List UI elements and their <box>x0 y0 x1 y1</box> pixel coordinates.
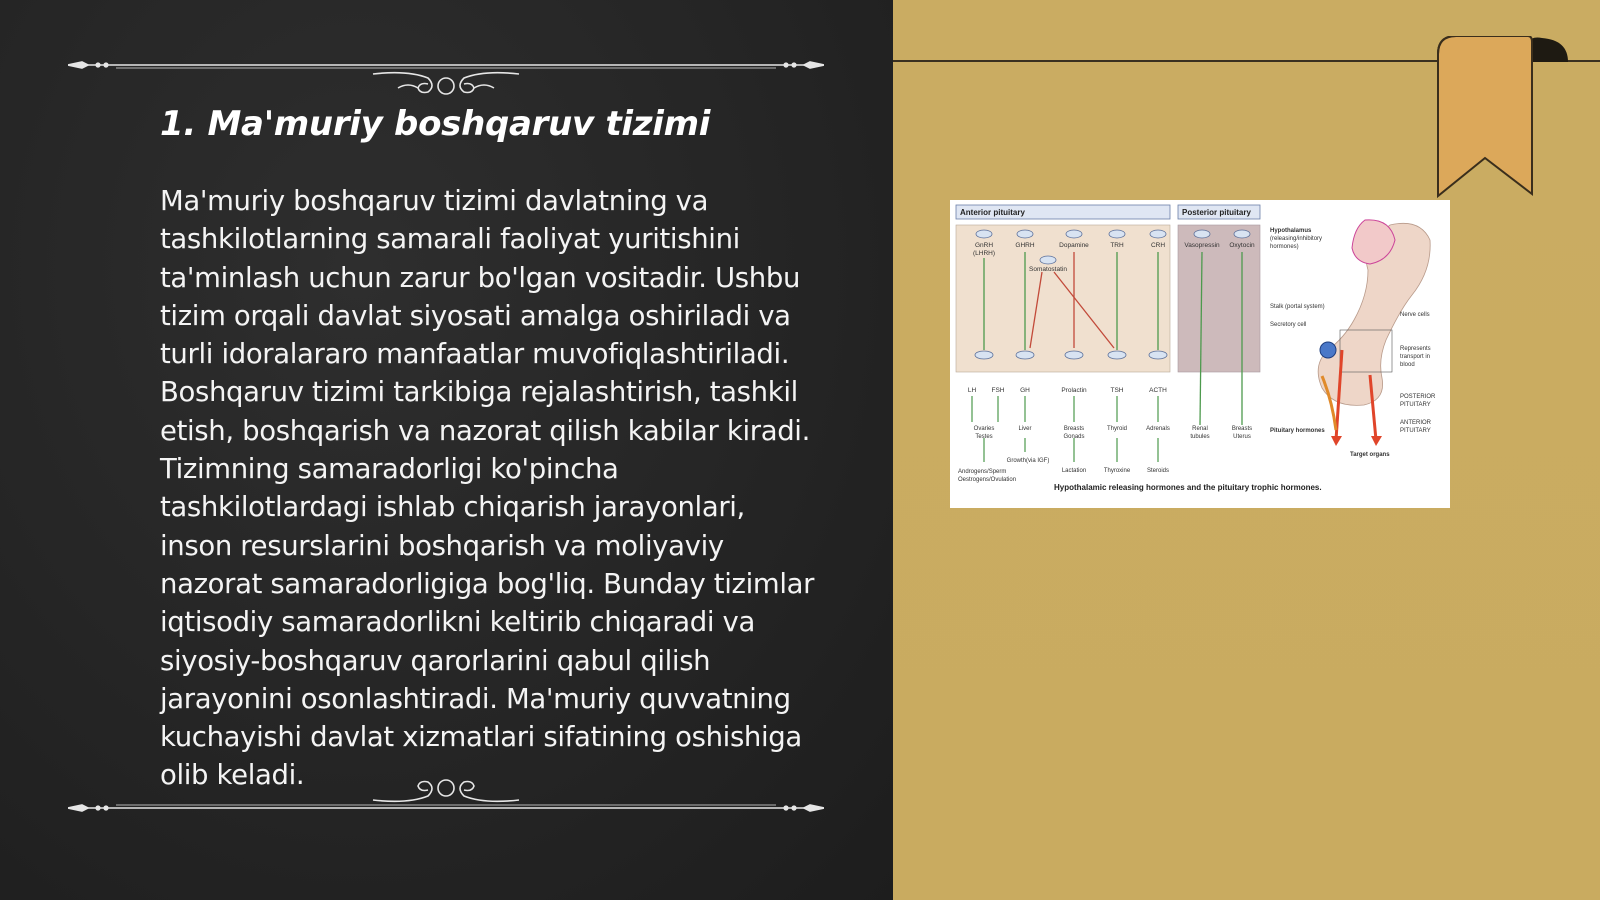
slide-title: 1. Ma'muriy boshqaruv tizimi <box>160 104 711 144</box>
pituitary-hormone-label: FSH <box>991 387 1005 394</box>
anatomy-label: POSTERIOR <box>1400 394 1436 400</box>
posterior-pituitary-label: Posterior pituitary <box>1182 208 1251 217</box>
product-label: Androgens/Sperm <box>958 469 1007 475</box>
rh-label: Dopamine <box>1059 242 1089 249</box>
rh-label: CRH <box>1150 242 1166 249</box>
target-label: Breasts <box>1231 426 1253 432</box>
rh-label: Somatostatin <box>1029 266 1067 273</box>
bookmark-ribbon <box>1428 36 1568 206</box>
target-label: Gonads <box>1063 434 1085 440</box>
rh-label: (LHRH) <box>972 250 996 257</box>
target-label: Renal <box>1192 426 1208 432</box>
target-label: Liver <box>1018 426 1032 432</box>
anatomy-label: PITUITARY <box>1400 428 1431 434</box>
target-label: Uterus <box>1233 434 1251 440</box>
slide-body-text: Ma'muriy boshqaruv tizimi davlatning va tashkilotlarning samarali faoliyat yuritishini ta'minlash uchun zarur bo'lgan vositadir. Ushbu tizim orqali davlat siyosati amalga oshiriladi va turli idoralararo manfaatlar muvofiqlashtiriladi. Boshqaruv tizimi tarkibiga rejalashtirish, tashkil etish, boshqarish va nazorat qilish kabilar kiradi. Tizimning samaradorligi ko'pincha tashkilotlardagi ishlab chiqarish jarayonlari, inson resurslarini boshqarish va moliyaviy nazorat samaradorligiga bog'liq. Bunday tizimlar iqtisodiy samaradorlikni keltirib chiqaradi va siyosiy-boshqaruv qarorlarini qabul qilish jarayonini osonlashtiradi. Ma'muriy quvvatning kuchayishi davlat xizmatlari sifatining oshishiga olib keladi. <box>160 185 815 792</box>
product-label: Thyroxine <box>1103 468 1131 474</box>
ornamental-divider-top <box>68 58 824 98</box>
anatomy-label: transport in <box>1400 354 1431 360</box>
target-label: Testes <box>975 434 993 440</box>
target-label: Ovaries <box>973 426 995 432</box>
rh-label: TRH <box>1110 242 1124 249</box>
ph-label: Vasopressin <box>1184 242 1220 249</box>
product-label: Lactation <box>1061 468 1087 474</box>
anterior-pituitary-label: Anterior pituitary <box>960 208 1025 217</box>
anatomy-label: Nerve cells <box>1400 312 1430 318</box>
pituitary-hormone-label: Prolactin <box>1061 387 1087 394</box>
pituitary-hormone-label: LH <box>967 387 977 394</box>
pituitary-hormone-label: GH <box>1020 387 1030 394</box>
anatomy-label: Hypothalamus <box>1270 228 1312 234</box>
product-label: Growth(via IGF) <box>1006 458 1050 464</box>
pituitary-hormone-label: ACTH <box>1149 387 1167 394</box>
figure-caption: Hypothalamic releasing hormones and the pituitary trophic hormones. <box>1054 483 1322 492</box>
product-label: Oestrogens/Ovulation <box>958 477 1017 483</box>
anatomy-label: Pituitary hormones <box>1270 428 1325 434</box>
anatomy-label: (releasing/inhibitory <box>1270 236 1323 242</box>
anatomy-label: blood <box>1400 362 1415 368</box>
target-label: Breasts <box>1063 426 1085 432</box>
rh-label: GHRH <box>1015 242 1035 249</box>
anatomy-label: Secretory cell <box>1270 322 1307 328</box>
anatomy-label: ANTERIOR <box>1400 420 1432 426</box>
anatomy-label: Stalk (portal system) <box>1270 304 1325 310</box>
target-label: Adrenals <box>1146 426 1170 432</box>
anatomy-label: Represents <box>1400 346 1431 352</box>
target-label: tubules <box>1190 434 1210 440</box>
anatomy-label: hormones) <box>1270 244 1299 250</box>
anatomy-label: PITUITARY <box>1400 402 1431 408</box>
anatomy-label: Target organs <box>1350 452 1390 458</box>
ph-label: Oxytocin <box>1229 242 1255 249</box>
hormone-diagram-image <box>950 200 1450 508</box>
pituitary-hormone-label: TSH <box>1110 387 1124 394</box>
product-label: Steroids <box>1146 468 1170 474</box>
rh-label: GnRH <box>974 242 994 249</box>
target-label: Thyroid <box>1106 426 1128 432</box>
